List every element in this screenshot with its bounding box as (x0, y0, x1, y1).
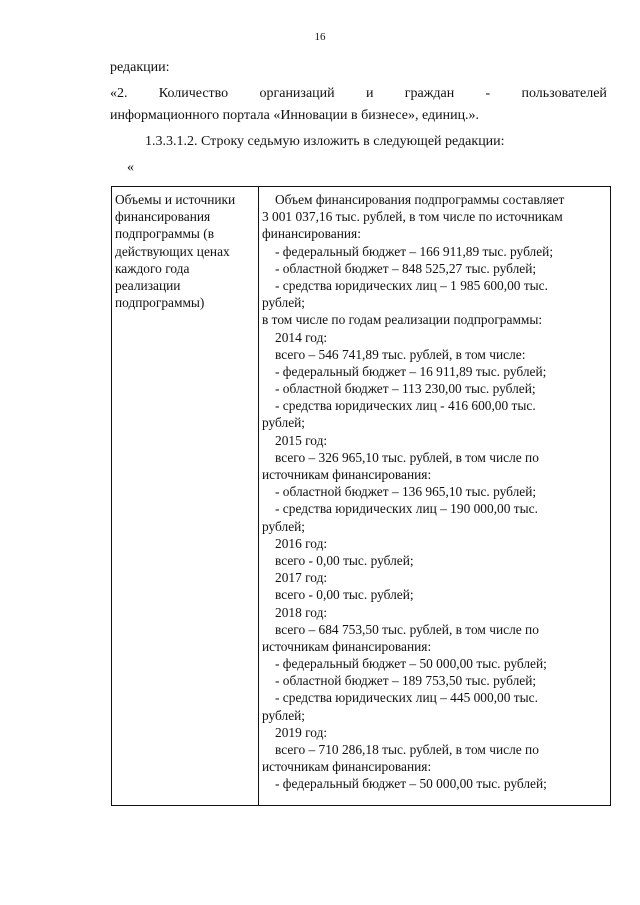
opening-quote: « (127, 160, 134, 175)
item2-word: граждан (404, 86, 455, 101)
heading-line: подпрограммы (в (115, 226, 215, 242)
financing-line: 2016 год: (275, 535, 328, 551)
heading-line: каждого года (115, 260, 190, 276)
heading-line: подпрограммы) (115, 295, 205, 311)
financing-details-cell (259, 187, 611, 806)
financing-line: рублей; (262, 518, 306, 534)
financing-line: - областной бюджет – 848 525,27 тыс. рублей; (275, 260, 537, 276)
intro-line-3: информационного портала «Инновации в бизнесе», единиц.». (110, 108, 480, 123)
item2-word: организаций (259, 86, 335, 101)
heading-line: реализации (115, 278, 181, 294)
financing-line: всего - 0,00 тыс. рублей; (275, 587, 414, 603)
financing-line: источникам финансирования: (262, 467, 432, 482)
financing-line: рублей; (262, 707, 306, 723)
financing-table (111, 186, 611, 806)
item2-word: Количество (158, 86, 229, 101)
financing-line: - областной бюджет – 136 965,10 тыс. рублей; (275, 484, 537, 500)
financing-line: всего – 326 965,10 тыс. рублей, в том числе по (275, 449, 539, 465)
financing-line: финансирования: (262, 226, 361, 242)
financing-line: рублей; (262, 415, 306, 431)
financing-line: 2017 год: (275, 570, 328, 586)
heading-line: Объемы и источники (115, 192, 236, 207)
instruction-text: 1.3.3.1.2. Строку седьмую изложить в следующей редакции: (145, 134, 505, 149)
financing-line: 2019 год: (275, 724, 328, 740)
financing-line: - федеральный бюджет – 16 911,89 тыс. рублей; (275, 363, 547, 379)
financing-line: источникам финансирования: (262, 759, 432, 775)
financing-line: всего - 0,00 тыс. рублей; (275, 552, 414, 568)
financing-line: 2018 год: (275, 604, 328, 620)
row-heading-cell (112, 187, 259, 806)
heading-line: действующих ценах (115, 243, 230, 259)
item2-word: «2. (110, 86, 128, 101)
financing-line: 3 001 037,16 тыс. рублей, в том числе по источникам (262, 209, 563, 225)
item2-word: - (485, 86, 491, 101)
item2-word: пользователей (521, 86, 607, 101)
financing-line: - средства юридических лиц - 416 600,00 тыс. (275, 398, 536, 414)
financing-line: Объем финансирования подпрограммы составляет (275, 192, 565, 207)
intro-item-2 (110, 86, 607, 102)
intro-line-1: редакции: (110, 60, 170, 75)
table-row (112, 187, 611, 806)
financing-line: всего – 546 741,89 тыс. рублей, в том числе: (275, 346, 526, 362)
financing-line: всего – 684 753,50 тыс. рублей, в том числе по (275, 621, 539, 637)
financing-line: рублей; (262, 295, 306, 311)
financing-line: источникам финансирования: (262, 638, 432, 654)
financing-line: - средства юридических лиц – 190 000,00 тыс. (275, 501, 538, 517)
financing-line: - федеральный бюджет – 50 000,00 тыс. рублей; (275, 776, 547, 792)
financing-line: 2014 год: (275, 329, 328, 345)
heading-line: финансирования (115, 209, 211, 225)
financing-line: - областной бюджет – 113 230,00 тыс. рублей; (275, 381, 536, 397)
item2-word: и (365, 86, 374, 101)
financing-line: - средства юридических лиц – 445 000,00 тыс. (275, 690, 538, 706)
financing-line: всего – 710 286,18 тыс. рублей, в том числе по (275, 742, 539, 757)
financing-line: в том числе по годам реализации подпрограммы: (262, 312, 543, 328)
financing-line: - федеральный бюджет – 50 000,00 тыс. рублей; (275, 656, 547, 672)
financing-line: 2015 год: (275, 432, 328, 448)
financing-line: - средства юридических лиц – 1 985 600,00 тыс. (275, 277, 548, 293)
page-number: 16 (314, 31, 326, 43)
financing-line: - федеральный бюджет – 166 911,89 тыс. рублей; (275, 243, 554, 259)
financing-line: - областной бюджет – 189 753,50 тыс. рублей; (275, 673, 537, 689)
